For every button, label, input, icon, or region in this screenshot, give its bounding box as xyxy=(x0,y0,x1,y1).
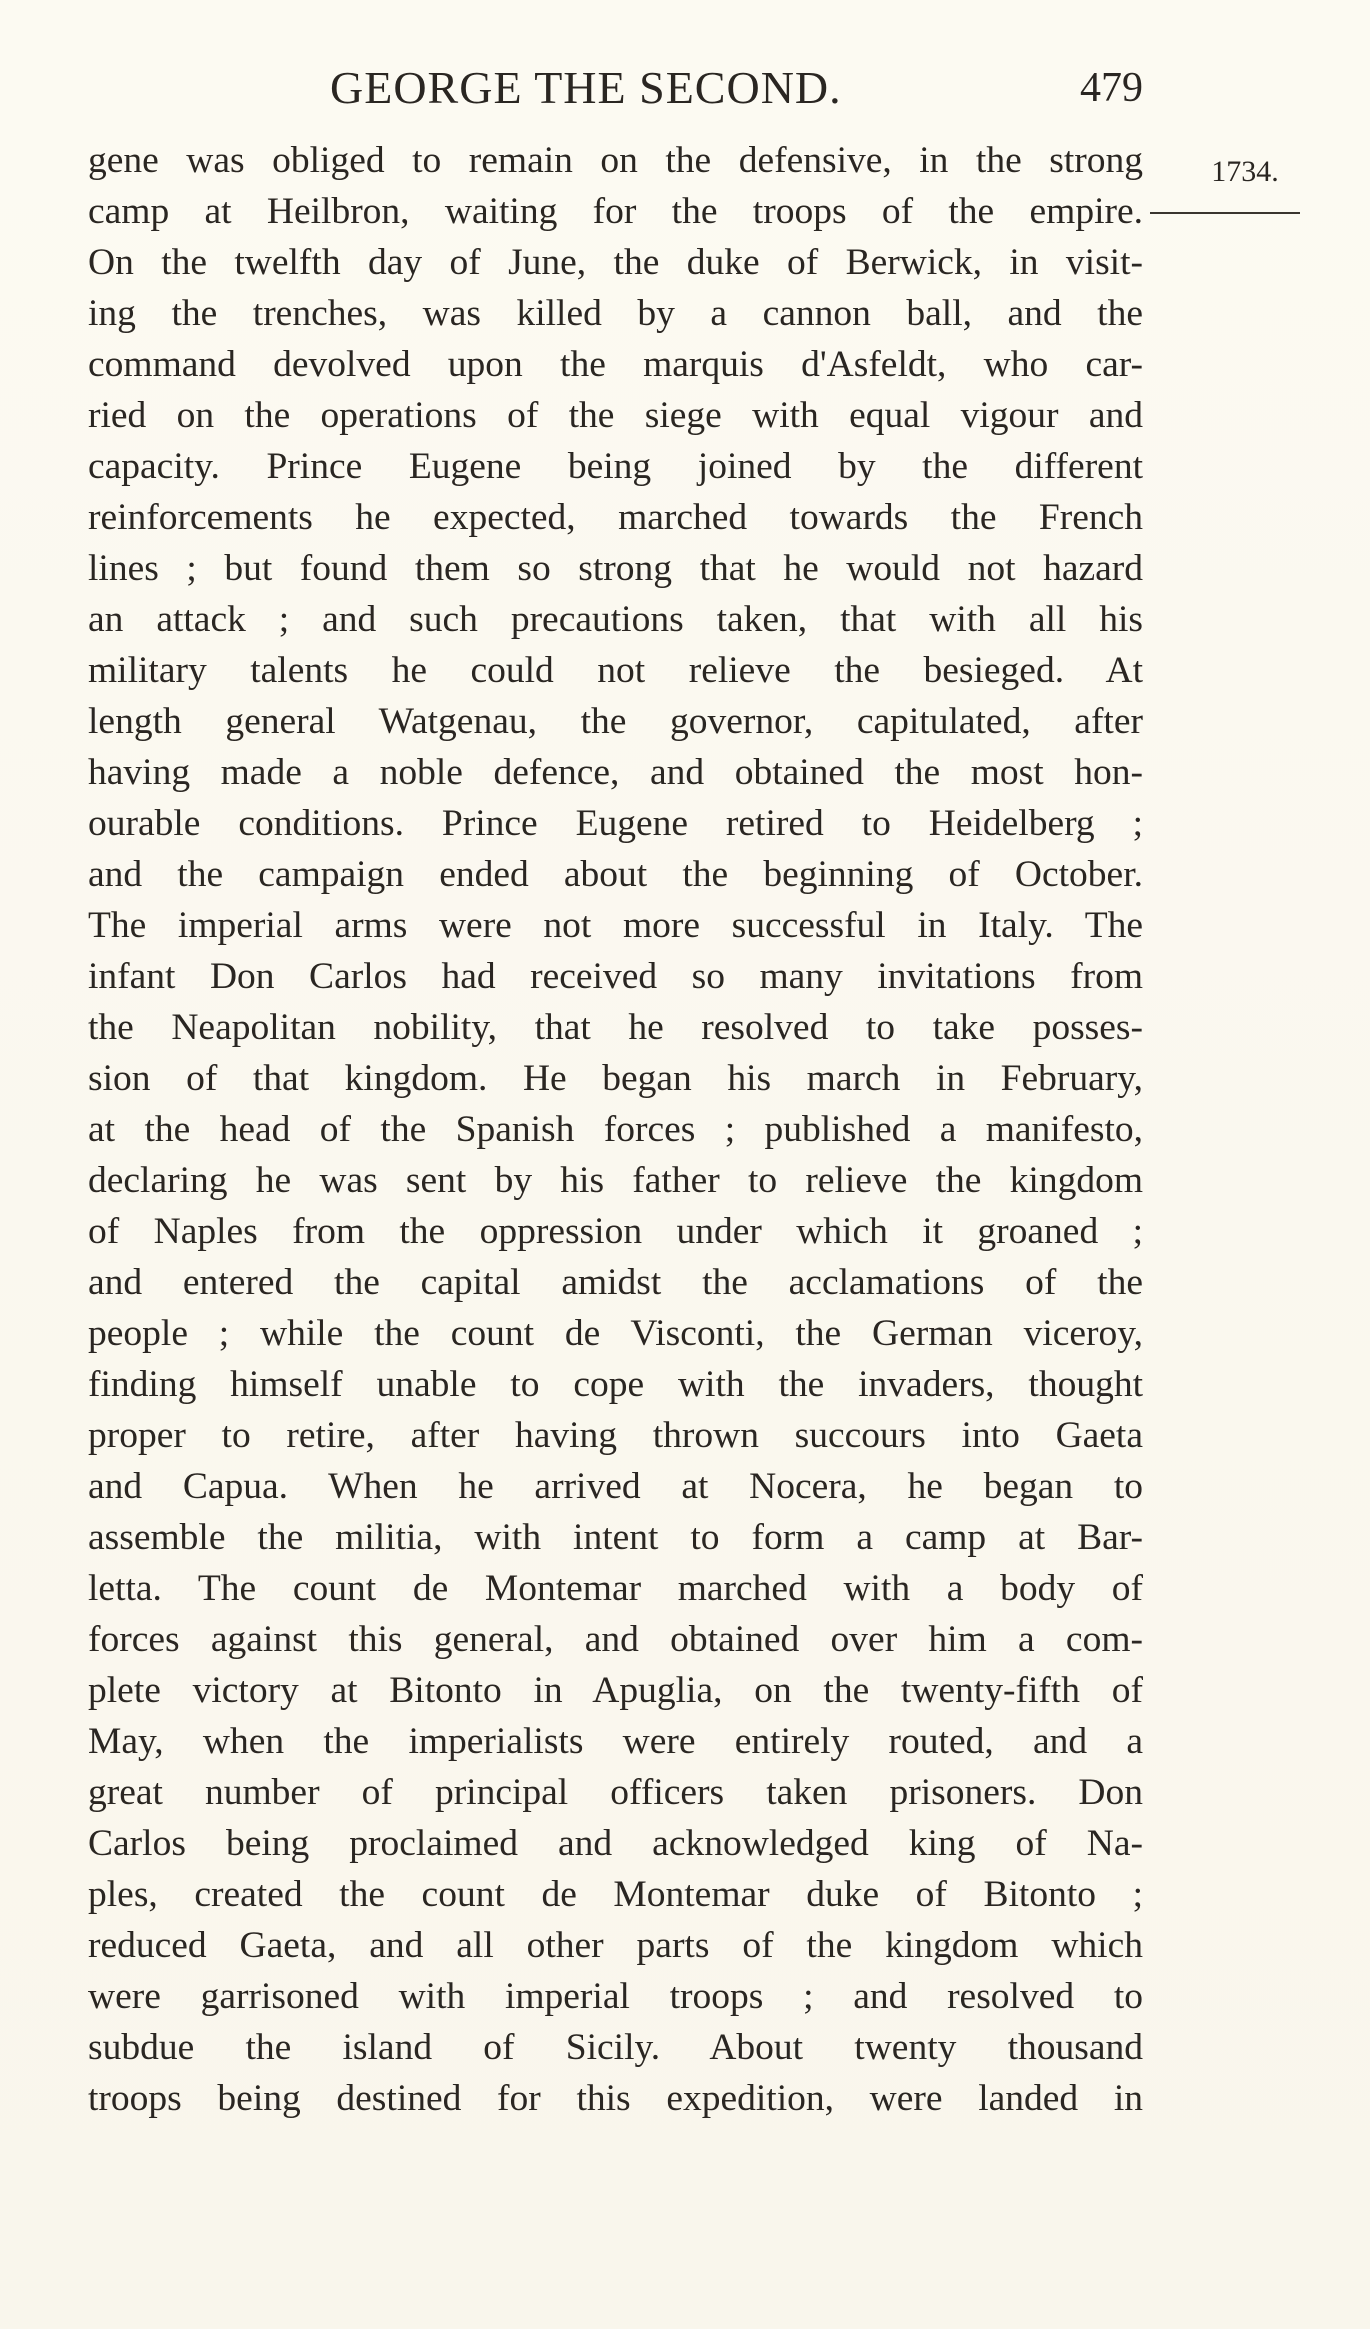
running-head xyxy=(88,58,1143,118)
text-line: length general Watgenau, the governor, capitulated, after xyxy=(88,701,1143,742)
text-line: ples, created the count de Montemar duke of Bitonto ; xyxy=(88,1874,1143,1915)
text-line: ried on the operations of the siege with equal vigour and xyxy=(88,395,1143,436)
text-line: ing the trenches, was killed by a cannon ball, and the xyxy=(88,293,1143,334)
text-line: an attack ; and such precautions taken, that with all his xyxy=(88,599,1143,640)
margin-note xyxy=(1190,152,1300,192)
text-line: command devolved upon the marquis d'Asfeldt, who car- xyxy=(88,344,1143,385)
text-line: May, when the imperialists were entirely routed, and a xyxy=(88,1721,1143,1762)
text-line: and the campaign ended about the beginning of October. xyxy=(88,854,1143,895)
text-line: subdue the island of Sicily. About twenty thousand xyxy=(88,2027,1143,2068)
body-text xyxy=(88,135,1143,2124)
text-line: lines ; but found them so strong that he would not hazard xyxy=(88,548,1143,589)
text-line: letta. The count de Montemar marched with a body of xyxy=(88,1568,1143,1609)
text-line: were garrisoned with imperial troops ; and resolved to xyxy=(88,1976,1143,2017)
running-title: GEORGE THE SECOND. xyxy=(330,62,842,113)
text-line: troops being destined for this expedition, were landed in xyxy=(88,2078,1143,2119)
text-line: and entered the capital amidst the acclamations of the xyxy=(88,1262,1143,1303)
text-line: assemble the militia, with intent to form a camp at Bar- xyxy=(88,1517,1143,1558)
text-line: sion of that kingdom. He began his march in February, xyxy=(88,1058,1143,1099)
margin-rule xyxy=(1150,212,1300,214)
page-number: 479 xyxy=(1080,65,1143,111)
text-line: reduced Gaeta, and all other parts of the kingdom which xyxy=(88,1925,1143,1966)
text-line: On the twelfth day of June, the duke of Berwick, in visit- xyxy=(88,242,1143,283)
text-line: of Naples from the oppression under which it groaned ; xyxy=(88,1211,1143,1252)
text-line: people ; while the count de Visconti, the German viceroy, xyxy=(88,1313,1143,1354)
text-line: reinforcements he expected, marched towards the French xyxy=(88,497,1143,538)
text-line: proper to retire, after having thrown succours into Gaeta xyxy=(88,1415,1143,1456)
text-line: ourable conditions. Prince Eugene retired to Heidelberg ; xyxy=(88,803,1143,844)
text-line: camp at Heilbron, waiting for the troops of the empire. xyxy=(88,191,1143,232)
text-line: forces against this general, and obtained over him a com- xyxy=(88,1619,1143,1660)
text-line: declaring he was sent by his father to relieve the kingdom xyxy=(88,1160,1143,1201)
text-line: the Neapolitan nobility, that he resolved to take posses- xyxy=(88,1007,1143,1048)
text-line: and Capua. When he arrived at Nocera, he began to xyxy=(88,1466,1143,1507)
text-line: finding himself unable to cope with the invaders, thought xyxy=(88,1364,1143,1405)
text-line: at the head of the Spanish forces ; published a manifesto, xyxy=(88,1109,1143,1150)
text-line: plete victory at Bitonto in Apuglia, on the twenty-fifth of xyxy=(88,1670,1143,1711)
text-line: military talents he could not relieve the besieged. At xyxy=(88,650,1143,691)
text-line: capacity. Prince Eugene being joined by the different xyxy=(88,446,1143,487)
text-line: infant Don Carlos had received so many invitations from xyxy=(88,956,1143,997)
text-line: The imperial arms were not more successful in Italy. The xyxy=(88,905,1143,946)
text-line: great number of principal officers taken prisoners. Don xyxy=(88,1772,1143,1813)
text-line: having made a noble defence, and obtained the most hon- xyxy=(88,752,1143,793)
margin-year: 1734. xyxy=(1211,155,1279,188)
text-line: Carlos being proclaimed and acknowledged king of Na- xyxy=(88,1823,1143,1864)
text-line: gene was obliged to remain on the defensive, in the strong xyxy=(88,140,1143,181)
